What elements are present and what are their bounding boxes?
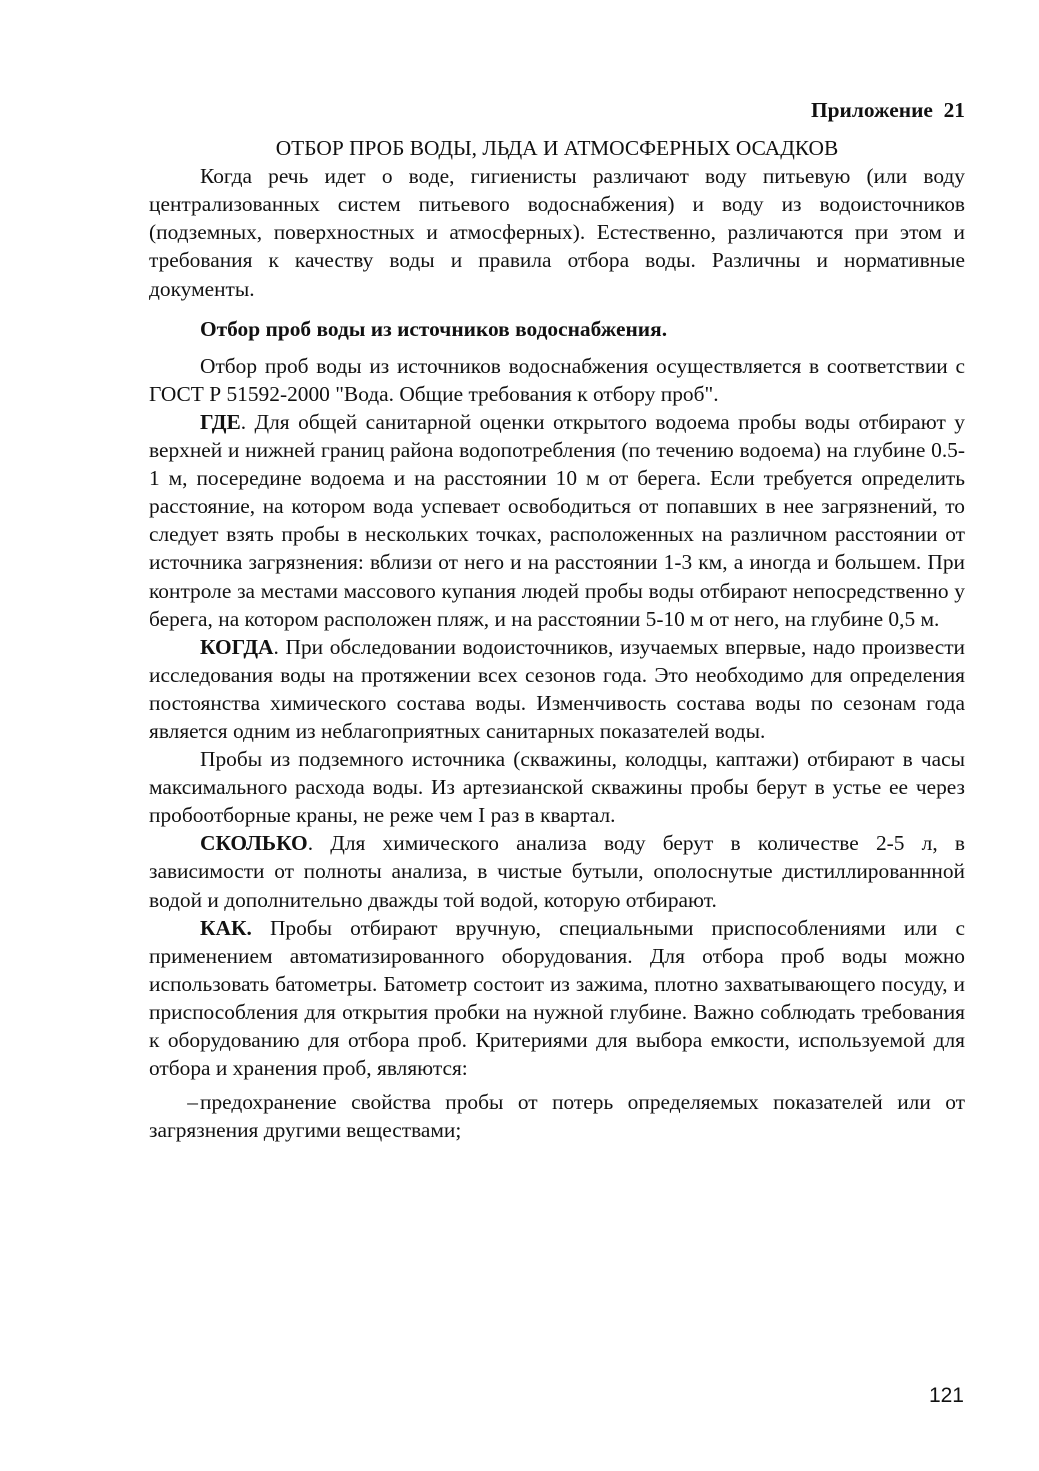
how-much-paragraph [149,829,965,913]
document-page [149,96,965,1144]
gost-paragraph: Отбор проб воды из источников водоснабжения осуществляется в соответствии с ГОСТ Р 51592-2000 "Вода. Общие требования к отбору проб". [149,353,965,406]
when-text: . При обследовании водоисточников, изучаемых впервые, надо произвести исследования воды на протяжении всех сезонов года. Это необходимо для определения постоянства химического состава воды. Изменчивость состава воды по сезонам года является одним из неблагоприятных санитарных показателей воды. [149,634,965,743]
how-much-lead: СКОЛЬКО [200,831,308,856]
list-item-text: предохранение свойства пробы от потерь определяемых показателей или от загрязнения другими веществами; [149,1090,965,1143]
intro-paragraph: Когда речь идет о воде, гигиенисты различают воду питьевую (или воду централизованных систем питьевого водоснабжения) и воду из водоисточников (подземных, поверхностных и атмосферных). Естественно, различаются при этом и требования к качеству воды и правила отбора воды. Различны и нормативные документы. [149,164,965,301]
where-paragraph [149,408,965,633]
list-item [149,1088,965,1144]
list-dash: – [187,1090,198,1115]
page-number: 121 [928,1384,964,1407]
where-lead: ГДЕ [200,409,241,434]
underground-paragraph: Пробы из подземного источника (скважины, колодцы, каптажи) отбирают в часы максимального расхода воды. Из артезианской скважины пробы берут в устье ее через пробоотборные краны, не реже чем I раз в квартал. [149,747,965,828]
how-text: Пробы отбирают вручную, специальными приспособлениями или с применением автоматизированного оборудования. Для отбора проб воды можно использовать батометры. Батометр состоит из зажима, плотно захватывающего посуду, и приспособления для открытия пробки на нужной глубине. Важно соблюдать требования к оборудованию для отбора проб. Критериями для выбора емкости, используемой для отбора и хранения проб, являются: [149,915,965,1081]
when-paragraph [149,633,965,745]
where-text: . Для общей санитарной оценки открытого водоема пробы воды отбирают у верхней и нижней границ района водопотребления (по течению водоема) на глубине 0.5-1 м, посередине водоема и на расстоянии 10 м от берега. Если требуется определить расстояние, на котором вода успевает освободиться от попавших в нее загрязнений, то следует взять пробы в нескольких точках, расположенных на различном расстоянии от источника загрязнения: вблизи от него и на расстоянии 1-3 км, а иногда и большем. При контроле за местами массового купания людей пробы воды отбирают непосредственно у берега, на котором расположен пляж, и на расстоянии 5-10 м от него, на глубине 0,5 м. [149,409,965,631]
document-title: ОТБОР ПРОБ ВОДЫ, ЛЬДА И АТМОСФЕРНЫХ ОСАДКОВ [275,136,839,161]
how-much-text: . Для химического анализа воду берут в количестве 2-5 л, в зависимости от полноты анализа, в чистые бутыли, ополоснутые дистиллированнной водой и дополнительно дважды той водой, которую отбирают. [149,831,965,912]
how-lead: КАК. [200,915,252,940]
how-paragraph [149,914,965,1083]
section-heading: Отбор проб воды из источников водоснабжения. [200,316,668,341]
when-lead: КОГДА [200,634,274,659]
appendix-label: Приложение 21 [811,98,965,122]
